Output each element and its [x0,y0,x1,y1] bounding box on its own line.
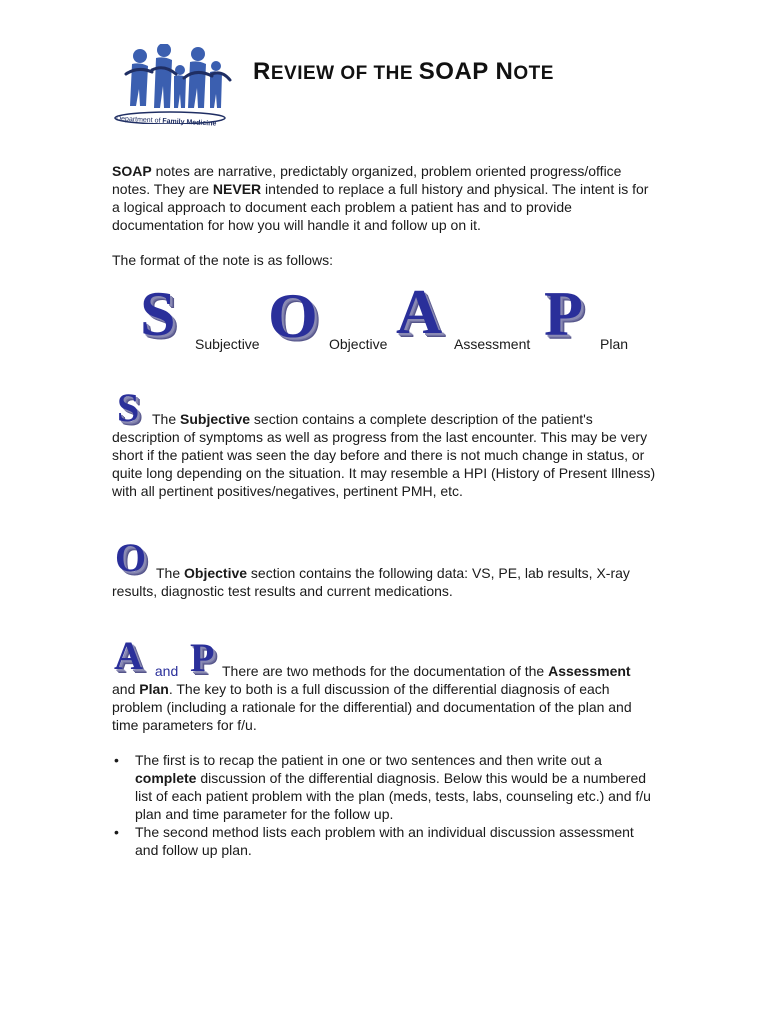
family-medicine-logo-icon [112,44,242,124]
soap-letter-s: S [140,278,176,349]
intro-paragraph: SOAP notes are narrative, predictably organized, problem oriented progress/office notes. They are NEVER intended to replace a full history and physical. The intent is for a logical approach to document each problem a patient has and to provide documentation for how you will handle it and follow up on it. [112,163,649,233]
page-title: REVIEW OF THE SOAP NOTE [253,58,554,85]
bullet-icon: • [114,752,119,768]
objective-paragraph: The Objective section contains the following data: VS, PE, lab results, X-ray results, diagnostic test results and current medications. [112,565,630,599]
soap-letters-row [140,276,660,362]
methods-list [112,751,657,859]
subjective-letter-s: S [117,385,140,430]
ap-letter-p: P [190,635,215,680]
bullet-icon: • [114,824,119,840]
format-line: The format of the note is as follows: [112,252,333,268]
soap-label-plan: Plan [600,336,629,352]
ap-and-text: and [151,663,183,679]
list-item: • The first is to recap the patient in one or two sentences and then write out a complete discussion of the differential diagnosis. Below this would be a numbered list of each patient problem with the plan (meds, tests, labs, counseling etc.) and f/u plan and time parameter for the follow up. [114,752,651,822]
ap-paragraph: There are two methods for the documentation of the Assessment and Plan. The key to both is a full discussion of the differential diagnosis of each problem (including a rationale for the differential) and documentation of the plan and time parameters for f/u. [112,663,632,733]
soap-label-assessment: Assessment [454,336,531,352]
soap-letter-o: O [268,280,318,351]
subjective-paragraph: The Subjective section contains a complete description of the patient's description of symptoms as well as progress from the last encounter. This may be very short if the patient was seen the day before and there is not much change in status, or quite long depending on the situation. It may resemble a HPI (History of Present Illness) with all pertinent positives/negatives, pertinent PMH, etc. [112,411,656,499]
objective-letter-o: O [115,535,147,580]
soap-label-subjective: Subjective [195,336,260,352]
soap-letter-p: P [544,278,584,349]
family-medicine-logo [112,44,242,136]
list-item: • The second method lists each problem with an individual discussion assessment and follow up plan. [114,824,634,858]
soap-label-objective: Objective [329,336,388,352]
soap-letter-a: A [396,276,443,347]
logo-caption: Department of Family Medicine [115,115,217,128]
ap-letter-a: A [114,633,143,678]
